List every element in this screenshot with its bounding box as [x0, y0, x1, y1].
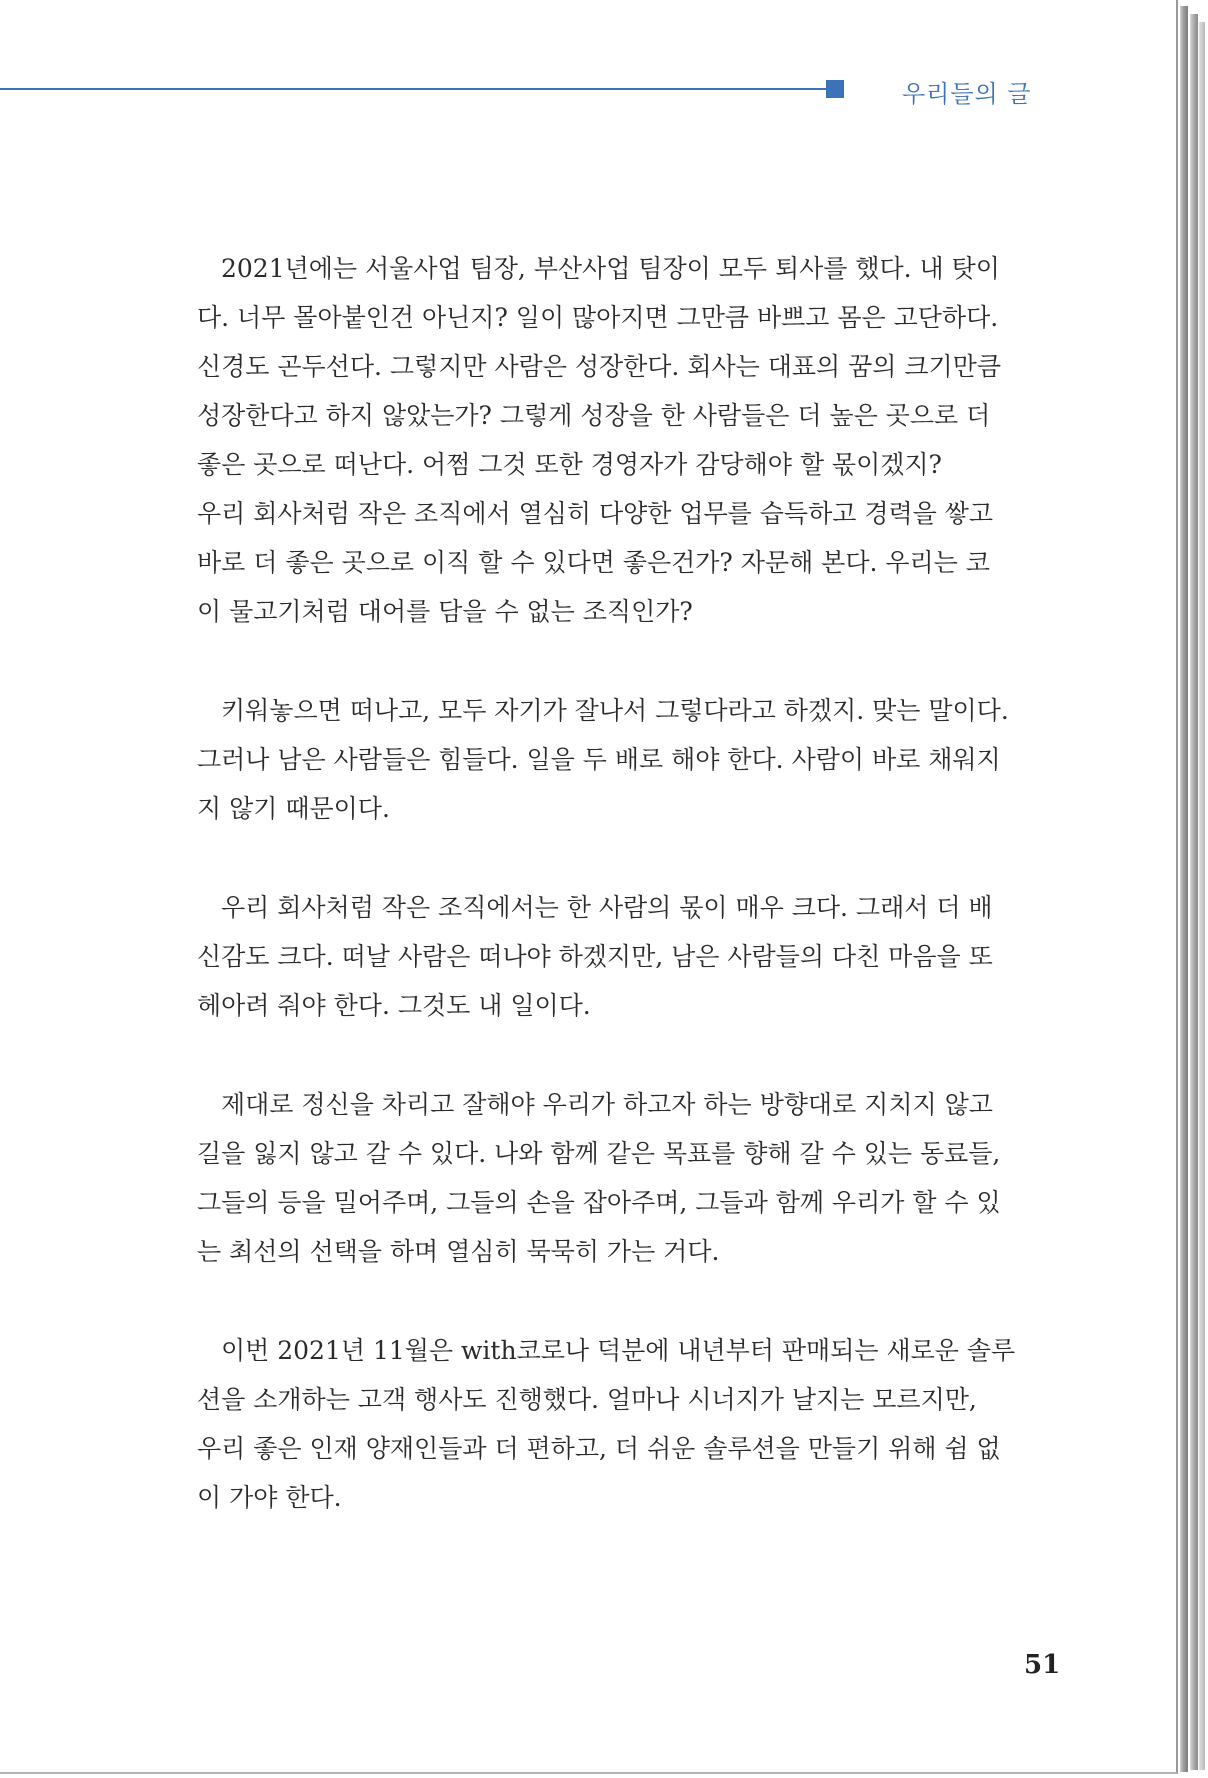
page-stack-edge: [1199, 22, 1205, 1770]
text-line: 성장한다고 하지 않았는가? 그렇게 성장을 한 사람들은 더 높은 곳으로 더: [197, 401, 991, 430]
header-square-marker: [826, 80, 844, 98]
page-number: 51: [1024, 1650, 1061, 1680]
paragraph-1: [197, 244, 1057, 636]
running-title: 우리들의 글: [902, 80, 1032, 108]
text-line: 길을 잃지 않고 갈 수 있다. 나와 함께 같은 목표를 향해 갈 수 있는 동료들,: [197, 1139, 1001, 1168]
text-line: 는 최선의 선택을 하며 열심히 묵묵히 가는 거다.: [197, 1237, 720, 1266]
paragraph-5: [197, 1326, 1057, 1522]
text-line: 우리 회사처럼 작은 조직에서 열심히 다양한 업무를 습득하고 경력을 쌓고: [197, 499, 994, 528]
body-text: [197, 244, 1057, 1572]
text-line: 다. 너무 몰아붙인건 아닌지? 일이 많아지면 그만큼 바쁘고 몸은 고단하다.: [197, 303, 999, 332]
text-line: 그들의 등을 밀어주며, 그들의 손을 잡아주며, 그들과 함께 우리가 할 수 있: [197, 1188, 1001, 1217]
text-line: 이번 2021년 11월은 with코로나 덕분에 내년부터 판매되는 새로운 솔루: [221, 1336, 1016, 1365]
text-line: 신감도 크다. 떠날 사람은 떠나야 하겠지만, 남은 사람들의 다친 마음을 또: [197, 942, 993, 971]
header-rule: [0, 88, 826, 90]
text-line: 키워놓으면 떠나고, 모두 자기가 잘나서 그렇다라고 하겠지. 맞는 말이다.: [221, 696, 1009, 725]
text-line: 우리 좋은 인재 양재인들과 더 편하고, 더 쉬운 솔루션을 만들기 위해 쉼 없: [197, 1434, 1001, 1463]
text-line: 이 물고기처럼 대어를 담을 수 없는 조직인가?: [197, 597, 693, 626]
text-line: 그러나 남은 사람들은 힘들다. 일을 두 배로 해야 한다. 사람이 바로 채워지: [197, 745, 1001, 774]
text-line: 신경도 곤두선다. 그렇지만 사람은 성장한다. 회사는 대표의 꿈의 크기만큼: [197, 352, 1001, 381]
text-line: 바로 더 좋은 곳으로 이직 할 수 있다면 좋은건가? 자문해 본다. 우리는 코: [197, 548, 990, 577]
text-line: 헤아려 줘야 한다. 그것도 내 일이다.: [197, 991, 591, 1020]
page-stack-edge: [1190, 14, 1198, 1770]
text-line: 2021년에는 서울사업 팀장, 부산사업 팀장이 모두 퇴사를 했다. 내 탓이: [221, 254, 1000, 283]
paragraph-2: [197, 686, 1057, 833]
text-line: 제대로 정신을 차리고 잘해야 우리가 하고자 하는 방향대로 지치지 않고: [221, 1090, 993, 1119]
paragraph-3: [197, 883, 1057, 1030]
text-line: 지 않기 때문이다.: [197, 794, 390, 823]
page-stack-edge: [1180, 6, 1188, 1772]
text-line: 우리 회사처럼 작은 조직에서는 한 사람의 몫이 매우 크다. 그래서 더 배: [221, 893, 993, 922]
text-line: 이 가야 한다.: [197, 1483, 342, 1512]
text-line: 션을 소개하는 고객 행사도 진행했다. 얼마나 시너지가 날지는 모르지만,: [197, 1385, 977, 1414]
paragraph-4: [197, 1080, 1057, 1276]
text-line: 좋은 곳으로 떠난다. 어쩜 그것 또한 경영자가 감당해야 할 몫이겠지?: [197, 450, 942, 479]
